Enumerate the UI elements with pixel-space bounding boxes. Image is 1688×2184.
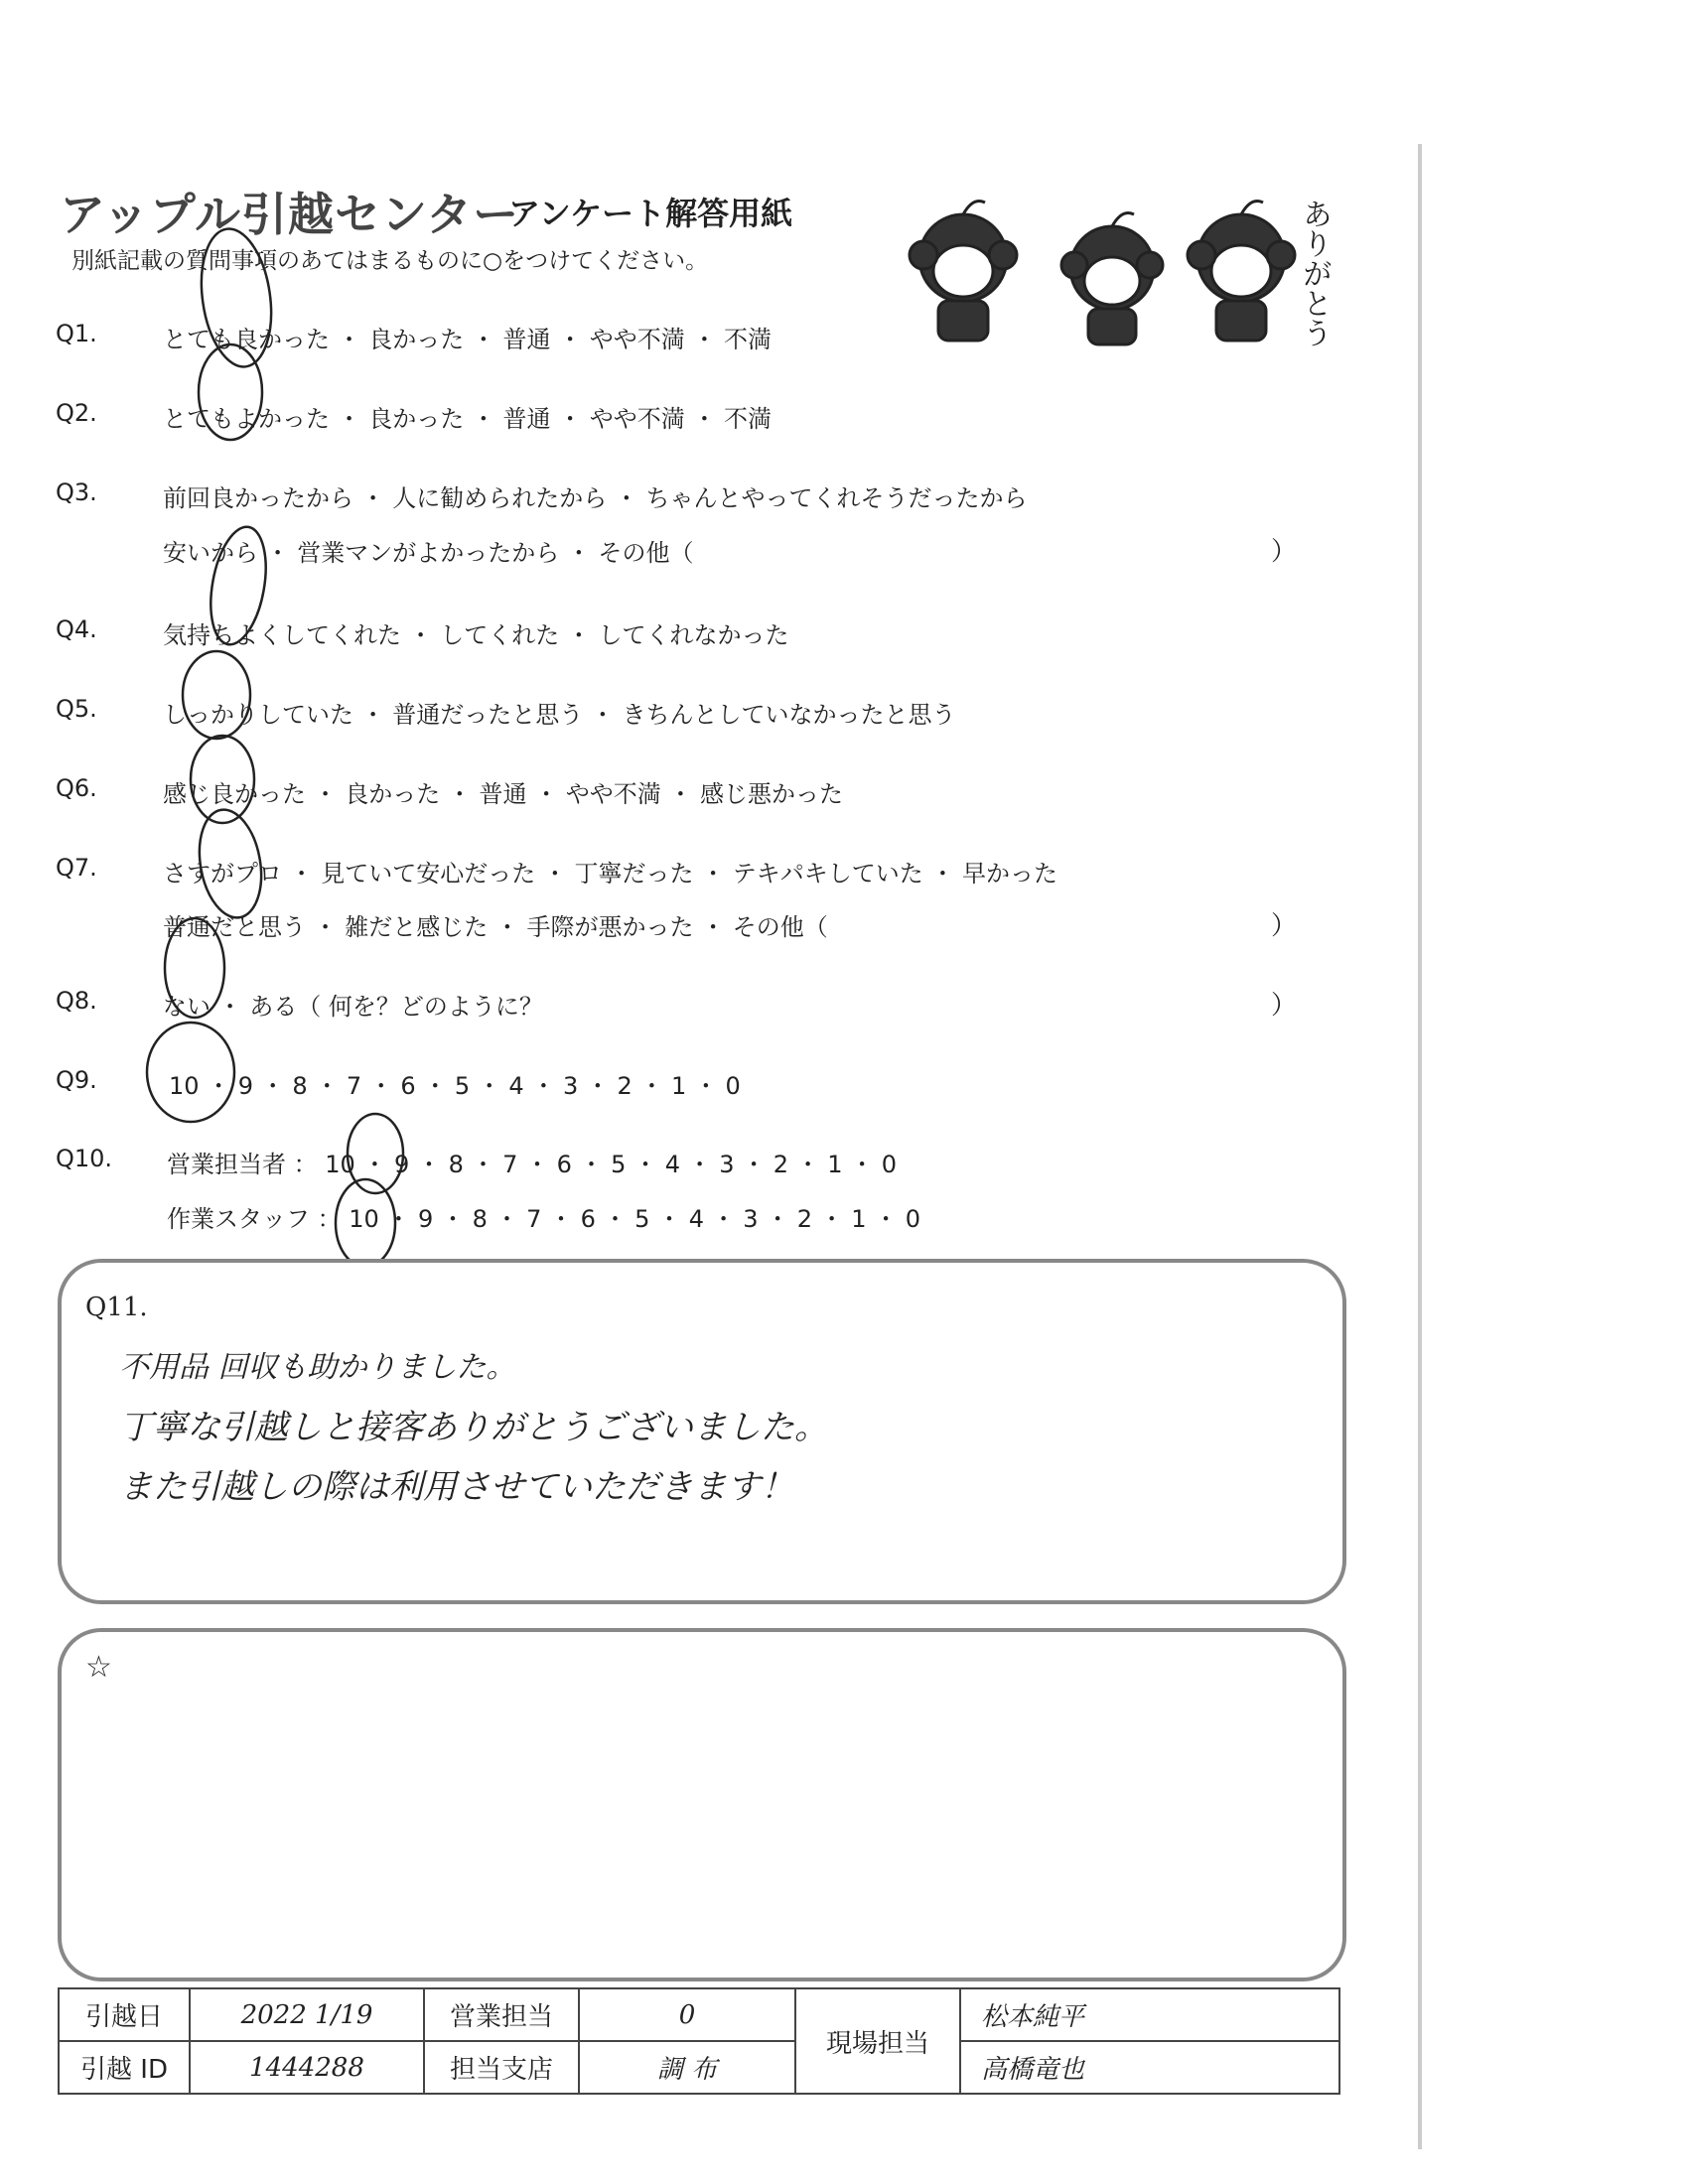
instruction-text: 別紙記載の質問事項のあてはまるものに○をつけてください。 bbox=[71, 248, 709, 274]
q2-label: Q2. bbox=[56, 399, 97, 427]
q3-options-line2: 安いから ・ 営業マンがよかったから ・ その他（ bbox=[163, 539, 694, 567]
q5-answer-circle bbox=[183, 651, 250, 739]
q10-staff-scale: 作業スタッフ ： 10 ・ 9 ・ 8 ・ 7 ・ 6 ・ 5 ・ 4 ・ 3 ・ 2 ・ 1 ・ 0 bbox=[167, 1205, 921, 1233]
q9-label: Q9. bbox=[56, 1066, 97, 1094]
sales-rep-value: 0 bbox=[579, 1988, 795, 2041]
q11-comment-line-1: 不用品 回収も助かりました。 bbox=[119, 1350, 516, 1385]
move-date-label: 引越日 bbox=[59, 1988, 190, 2041]
branch-label: 担当支店 bbox=[424, 2041, 579, 2094]
q2-answer-circle bbox=[199, 344, 262, 440]
move-date-value: 2022 1/19 bbox=[190, 1988, 424, 2041]
q2-options: とてもよかった ・ 良かった ・ 普通 ・ やや不満 ・ 不満 bbox=[163, 405, 773, 433]
q8-options: ない ・ ある（ 何を？どのように？ bbox=[163, 993, 543, 1021]
q11-comment-line-2: 丁寧な引越しと接客ありがとうございました。 bbox=[119, 1408, 828, 1447]
star-comment-box bbox=[58, 1628, 1346, 1981]
star-icon: ☆ bbox=[85, 1650, 112, 1685]
q6-label: Q6. bbox=[56, 774, 97, 802]
thanks-text: ありがとう bbox=[1297, 199, 1332, 347]
q5-label: Q5. bbox=[56, 695, 97, 723]
q4-label: Q4. bbox=[56, 615, 97, 643]
q4-options: 気持ちよくしてくれた ・ してくれた ・ してくれなかった bbox=[163, 621, 789, 649]
q3-options-line1: 前回良かったから ・ 人に勧められたから ・ ちゃんとやってくれそうだったから bbox=[163, 484, 1028, 512]
q10-staff-answer-circle bbox=[336, 1179, 395, 1267]
sales-rep-label: 営業担当 bbox=[424, 1988, 579, 2041]
q7-close-paren: ） bbox=[1271, 911, 1298, 941]
q4-answer-circle bbox=[203, 522, 274, 648]
move-id-label: 引越 ID bbox=[59, 2041, 190, 2094]
q7-options-line1: さすがプロ ・ 見ていて安心だった ・ 丁寧だった ・ テキパキしていた ・ 早かった bbox=[163, 860, 1058, 887]
q1-label: Q1. bbox=[56, 320, 97, 347]
q7-options-line2: 普通だと思う ・ 雑だと感じた ・ 手際が悪かった ・ その他（ bbox=[163, 913, 828, 941]
site-staff-1: 松本純平 bbox=[960, 1988, 1339, 2041]
branch-value: 調 布 bbox=[579, 2041, 795, 2094]
q8-label: Q8. bbox=[56, 987, 97, 1015]
q8-answer-circle bbox=[165, 918, 224, 1018]
q1-answer-circle bbox=[194, 224, 280, 371]
move-info-table bbox=[58, 1987, 1340, 2095]
q6-options: 感じ良かった ・ 良かった ・ 普通 ・ やや不満 ・ 感じ悪かった bbox=[163, 780, 844, 808]
q3-label: Q3. bbox=[56, 478, 97, 506]
site-staff-label: 現場担当 bbox=[795, 1988, 960, 2094]
form-subtitle: アンケート解答用紙 bbox=[508, 195, 793, 232]
q11-comment-line-3: また引越しの際は利用させていただきます！ bbox=[119, 1467, 794, 1507]
move-id-value: 1444288 bbox=[190, 2041, 424, 2094]
q7-label: Q7. bbox=[56, 854, 97, 882]
brand-title: アップル引越センター bbox=[60, 188, 520, 241]
q11-label: Q11. bbox=[85, 1293, 148, 1322]
q3-close-paren: ） bbox=[1271, 537, 1298, 567]
site-staff-2: 高橋竜也 bbox=[960, 2041, 1339, 2094]
q8-close-paren: ） bbox=[1271, 991, 1298, 1021]
q10-label: Q10. bbox=[56, 1145, 113, 1172]
q9-answer-circle bbox=[147, 1023, 234, 1122]
q9-scale: 10 ・ 9 ・ 8 ・ 7 ・ 6 ・ 5 ・ 4 ・ 3 ・ 2 ・ 1 ・ 0 bbox=[169, 1072, 741, 1100]
q5-options: しっかりしていた ・ 普通だったと思う ・ きちんとしていなかったと思う bbox=[163, 701, 956, 729]
q10-sales-scale: 営業担当者 ： 10 ・ 9 ・ 8 ・ 7 ・ 6 ・ 5 ・ 4 ・ 3 ・ 2 ・ 1 ・ 0 bbox=[167, 1151, 898, 1178]
q1-options: とても良かった ・ 良かった ・ 普通 ・ やや不満 ・ 不満 bbox=[163, 326, 773, 353]
